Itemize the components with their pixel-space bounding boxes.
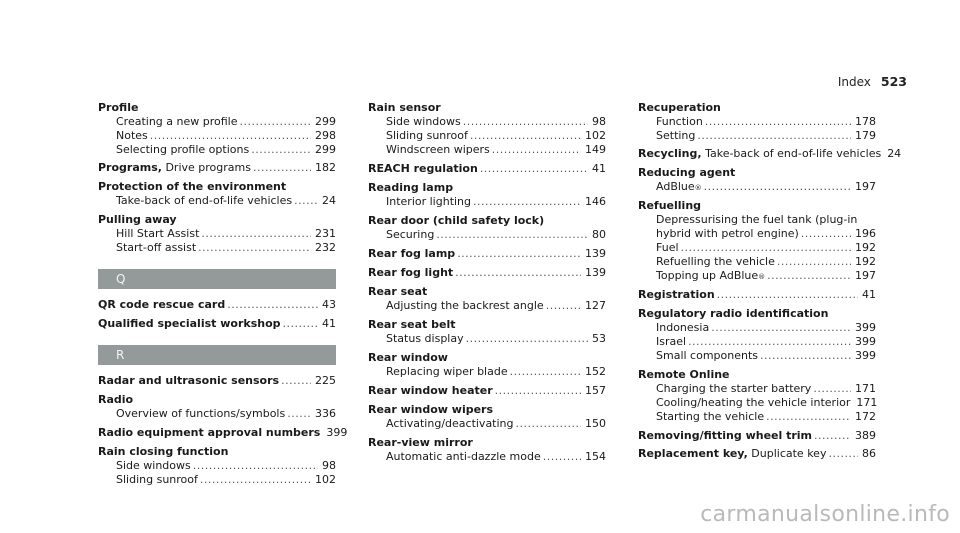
index-heading: Rear window wipers [368,403,494,416]
index-line[interactable] [368,365,606,379]
page-reference[interactable]: 152 [585,365,606,378]
index-line[interactable] [368,417,606,431]
index-term: Notes [116,129,148,142]
index-line[interactable] [368,115,606,129]
page-reference[interactable]: 299 [315,143,336,156]
index-heading: Radio [98,393,134,406]
index-term: Small components [656,349,759,362]
leader-dots [688,335,851,349]
index-entry [98,100,336,157]
page-reference[interactable]: 299 [315,115,336,128]
index-line[interactable] [368,299,606,313]
index-entry [368,100,606,157]
index-entry [638,165,876,194]
leader-dots [436,228,588,242]
leader-dots [704,180,851,194]
index-term: Function [656,115,703,128]
index-term: Rear window heater [368,384,493,397]
index-entry [638,198,876,283]
page-reference[interactable]: 150 [585,417,606,430]
index-term: hybrid with petrol engine) [656,227,799,240]
page-header [838,74,907,89]
leader-dots [198,241,311,255]
page-reference[interactable]: 298 [315,129,336,142]
index-heading: Rear-view mirror [368,436,473,449]
index-term: Securing [386,228,435,241]
index-term [98,161,251,175]
index-line[interactable] [98,115,336,129]
index-term: Automatic anti-dazzle mode [386,450,541,463]
index-line[interactable] [368,195,606,209]
page-reference[interactable]: 197 [855,269,876,282]
index-term: Replacing wiper blade [386,365,508,378]
index-entry [368,317,606,346]
index-entry [98,425,348,440]
page-reference[interactable]: 24 [322,194,336,207]
index-line[interactable] [638,321,876,335]
index-heading: Rain closing function [98,445,229,458]
index-term: Selecting profile options [116,143,250,156]
index-term: Windscreen wipers [386,143,490,156]
index-line[interactable] [638,382,876,396]
page-reference[interactable]: 24 [887,147,902,160]
page-reference[interactable]: 43 [322,298,336,311]
leader-dots [227,298,318,312]
leader-dots [828,447,858,461]
letter-section-header: R [98,345,336,365]
page-reference[interactable]: 41 [592,162,606,175]
index-entry [638,287,876,302]
index-line[interactable] [638,255,876,269]
index-term: Start-off assist [116,241,197,254]
index-line[interactable] [98,241,336,255]
index-line[interactable] [638,115,876,129]
leader-dots [777,255,851,269]
index-line[interactable] [638,227,876,241]
index-entry [368,213,606,242]
index-line[interactable] [638,428,876,443]
index-column-3 [638,100,902,465]
index-heading: Profile [98,101,139,114]
leader-dots [463,115,588,129]
leader-dots [495,384,581,398]
index-line[interactable] [638,335,876,349]
index-term: Cooling/heating the vehicle interior [656,396,851,409]
index-line[interactable] [368,265,606,280]
header-title: Index [837,75,871,89]
index-heading: Recuperation [638,101,721,114]
index-term-title: Recycling, [638,147,702,160]
index-entry [638,367,876,424]
index-line[interactable] [368,246,606,261]
index-term: Creating a new profile [116,115,238,128]
index-line[interactable] [638,129,876,143]
leader-dots [193,459,318,473]
page-reference[interactable]: 102 [315,473,336,486]
index-term: REACH regulation [368,162,478,175]
index-entry [98,297,336,312]
index-term: Interior lighting [386,195,472,208]
index-term: Activating/deactivating [386,417,514,430]
index-line[interactable] [98,161,336,175]
index-term: Overview of functions/symbols [116,407,286,420]
index-term-detail: Duplicate key [747,447,827,460]
page-reference[interactable]: 146 [585,195,606,208]
index-line[interactable] [368,450,606,464]
index-line[interactable] [98,459,336,473]
index-entry [638,147,902,161]
page-reference[interactable]: 41 [862,288,876,301]
index-line[interactable] [98,407,336,421]
index-line[interactable] [368,228,606,242]
index-term: Sliding sunroof [116,473,198,486]
index-term: Topping up AdBlue [656,269,759,282]
index-entry [98,444,336,487]
page-reference[interactable]: 154 [585,450,606,463]
index-entry [98,179,336,208]
index-term: Indonesia [656,321,710,334]
page-reference[interactable]: 127 [585,299,606,312]
index-term: Radio equipment approval numbers [98,426,321,439]
index-term: Hill Start Assist [116,227,200,240]
index-entry [98,392,336,421]
index-term-title: Replacement key, [638,447,748,460]
index-line[interactable] [368,143,606,157]
index-line[interactable] [368,161,606,176]
index-line[interactable] [638,349,876,363]
index-term: Removing/fitting wheel trim [638,429,813,442]
leader-dots [480,162,588,176]
page-reference[interactable]: 399 [855,321,876,334]
leader-dots [717,288,858,302]
page-reference[interactable]: 98 [592,115,606,128]
leader-dots [546,299,581,313]
index-heading: Refuelling [638,199,702,212]
index-line[interactable]: Topping up AdBlue ® ..... 197 [638,269,876,283]
page-reference[interactable]: 178 [855,115,876,128]
index-line[interactable] [98,129,336,143]
index-entry [98,161,336,175]
index-line[interactable] [98,143,336,157]
index-term [638,447,826,461]
index-line[interactable] [98,227,336,241]
index-line[interactable] [368,383,606,398]
index-term: Sliding sunroof [386,129,468,142]
index-term: Status display [386,332,464,345]
index-entry [368,284,606,313]
leader-dots [681,241,851,255]
index-term: Setting [656,129,696,142]
leader-dots [200,473,311,487]
index-term: Take-back of end-of-life vehicles [116,194,293,207]
index-term: Side windows [116,459,191,472]
page-reference[interactable]: 157 [585,384,606,397]
leader-dots [283,317,318,331]
index-heading: Rain sensor [368,101,441,114]
leader-dots [281,374,311,388]
page-reference[interactable]: 389 [855,429,876,442]
index-line[interactable]: AdBlue ® ..... 197 [638,180,876,194]
index-line[interactable] [98,316,336,331]
leader-dots [492,143,581,157]
page-reference[interactable]: 98 [322,459,336,472]
leader-dots [510,365,581,379]
page-reference[interactable]: 139 [585,247,606,260]
index-entry [638,428,876,443]
page-reference[interactable]: 102 [585,129,606,142]
page-reference[interactable]: 197 [855,180,876,193]
page-reference[interactable]: 231 [315,227,336,240]
leader-dots [813,382,851,396]
index-line[interactable] [638,147,902,161]
leader-dots [543,450,581,464]
index-term: Charging the starter battery [656,382,812,395]
index-line[interactable] [98,425,348,440]
index-line[interactable] [638,447,876,461]
page-reference[interactable]: 399 [326,426,348,439]
index-line[interactable] [98,297,336,312]
index-term: Side windows [386,115,461,128]
index-heading: Protection of the environment [98,180,287,193]
index-heading: Pulling away [98,213,177,226]
leader-dots [516,417,581,431]
index-line[interactable] [368,129,606,143]
page-reference[interactable]: 172 [855,410,876,423]
index-entry [98,212,336,255]
leader-dots [711,321,851,335]
index-heading: Reducing agent [638,166,736,179]
index-line[interactable] [98,373,336,388]
leader-dots [766,410,851,424]
leader-dots [801,227,851,241]
leader-dots [697,129,851,143]
page-reference[interactable]: 192 [855,241,876,254]
index-entry [368,435,606,464]
index-entry [368,161,606,176]
index-entry [368,180,606,209]
leader-dots [705,115,851,129]
letter-section-header: Q [98,269,336,289]
page-reference[interactable]: 53 [592,332,606,345]
page-reference[interactable]: 86 [862,447,876,460]
index-heading: Reading lamp [368,181,454,194]
page-reference[interactable]: 171 [856,396,878,409]
index-entry [368,383,606,398]
index-term: Fuel [656,241,679,254]
page-reference[interactable]: 171 [855,382,876,395]
index-heading: Rear seat [368,285,428,298]
index-line[interactable] [368,332,606,346]
header-page-number: 523 [880,74,907,89]
index-entry [638,447,876,461]
index-term: Israel [656,335,687,348]
leader-dots [150,129,311,143]
page-reference[interactable]: 139 [585,266,606,279]
index-term [638,147,881,161]
page-reference[interactable]: 80 [592,228,606,241]
index-entry [368,265,606,280]
index-term: Starting the vehicle [656,410,765,423]
index-heading: Rear window [368,351,448,364]
index-term: AdBlue [656,180,695,193]
index-column-2 [368,100,606,468]
leader-dots [455,266,581,280]
page-reference[interactable]: 232 [315,241,336,254]
leader-dots [466,332,588,346]
index-term-title: Programs, [98,161,162,174]
index-line[interactable] [98,473,336,487]
watermark: carmanualsonline.info [700,502,950,527]
page-reference[interactable]: 336 [315,407,336,420]
index-term: Adjusting the backrest angle [386,299,544,312]
index-entry [638,306,876,363]
index-term: QR code rescue card [98,298,226,311]
leader-dots [457,247,581,261]
index-term: Rear fog lamp [368,247,456,260]
page-reference[interactable]: 192 [855,255,876,268]
index-term-detail: Drive programs [161,161,251,174]
page-reference[interactable]: 399 [855,349,876,362]
index-term-detail: Take-back of end-of-life vehicles [701,147,882,160]
index-term: Registration [638,288,715,301]
leader-dots [473,195,581,209]
index-line[interactable] [638,396,876,410]
leader-dots [760,349,851,363]
index-term: Refuelling the vehicle [656,255,775,268]
index-heading: Remote Online [638,368,730,381]
index-entry [368,246,606,261]
index-entry [368,402,606,431]
page-reference[interactable]: 196 [855,227,876,240]
leader-dots [767,269,851,283]
index-term: Radar and ultrasonic sensors [98,374,280,387]
page-reference[interactable]: 179 [855,129,876,142]
index-entry [98,316,336,331]
index-heading: Rear door (child safety lock) [368,214,545,227]
index-term: Qualified specialist workshop [98,317,281,330]
leader-dots [201,227,311,241]
page-reference[interactable]: 41 [322,317,336,330]
page-reference[interactable]: 225 [315,374,336,387]
page-reference[interactable]: 182 [315,161,336,174]
leader-dots [814,429,851,443]
leader-dots [240,115,311,129]
index-entry [368,350,606,379]
index-line[interactable] [638,410,876,424]
index-subterm-wrap: Depressurising the fuel tank (plug-in [656,213,858,226]
index-term: Rear fog light [368,266,454,279]
page-reference[interactable]: 399 [855,335,876,348]
leader-dots [253,161,311,175]
index-line[interactable] [638,241,876,255]
leader-dots [251,143,311,157]
index-entry [638,100,876,143]
index-heading: Regulatory radio identification [638,307,829,320]
leader-dots [294,194,318,208]
index-heading: Rear seat belt [368,318,456,331]
index-line[interactable] [638,287,876,302]
index-column-1 [98,100,348,491]
leader-dots [470,129,581,143]
page-reference[interactable]: 149 [585,143,606,156]
index-entry [98,373,336,388]
index-line[interactable] [98,194,336,208]
leader-dots [287,407,311,421]
